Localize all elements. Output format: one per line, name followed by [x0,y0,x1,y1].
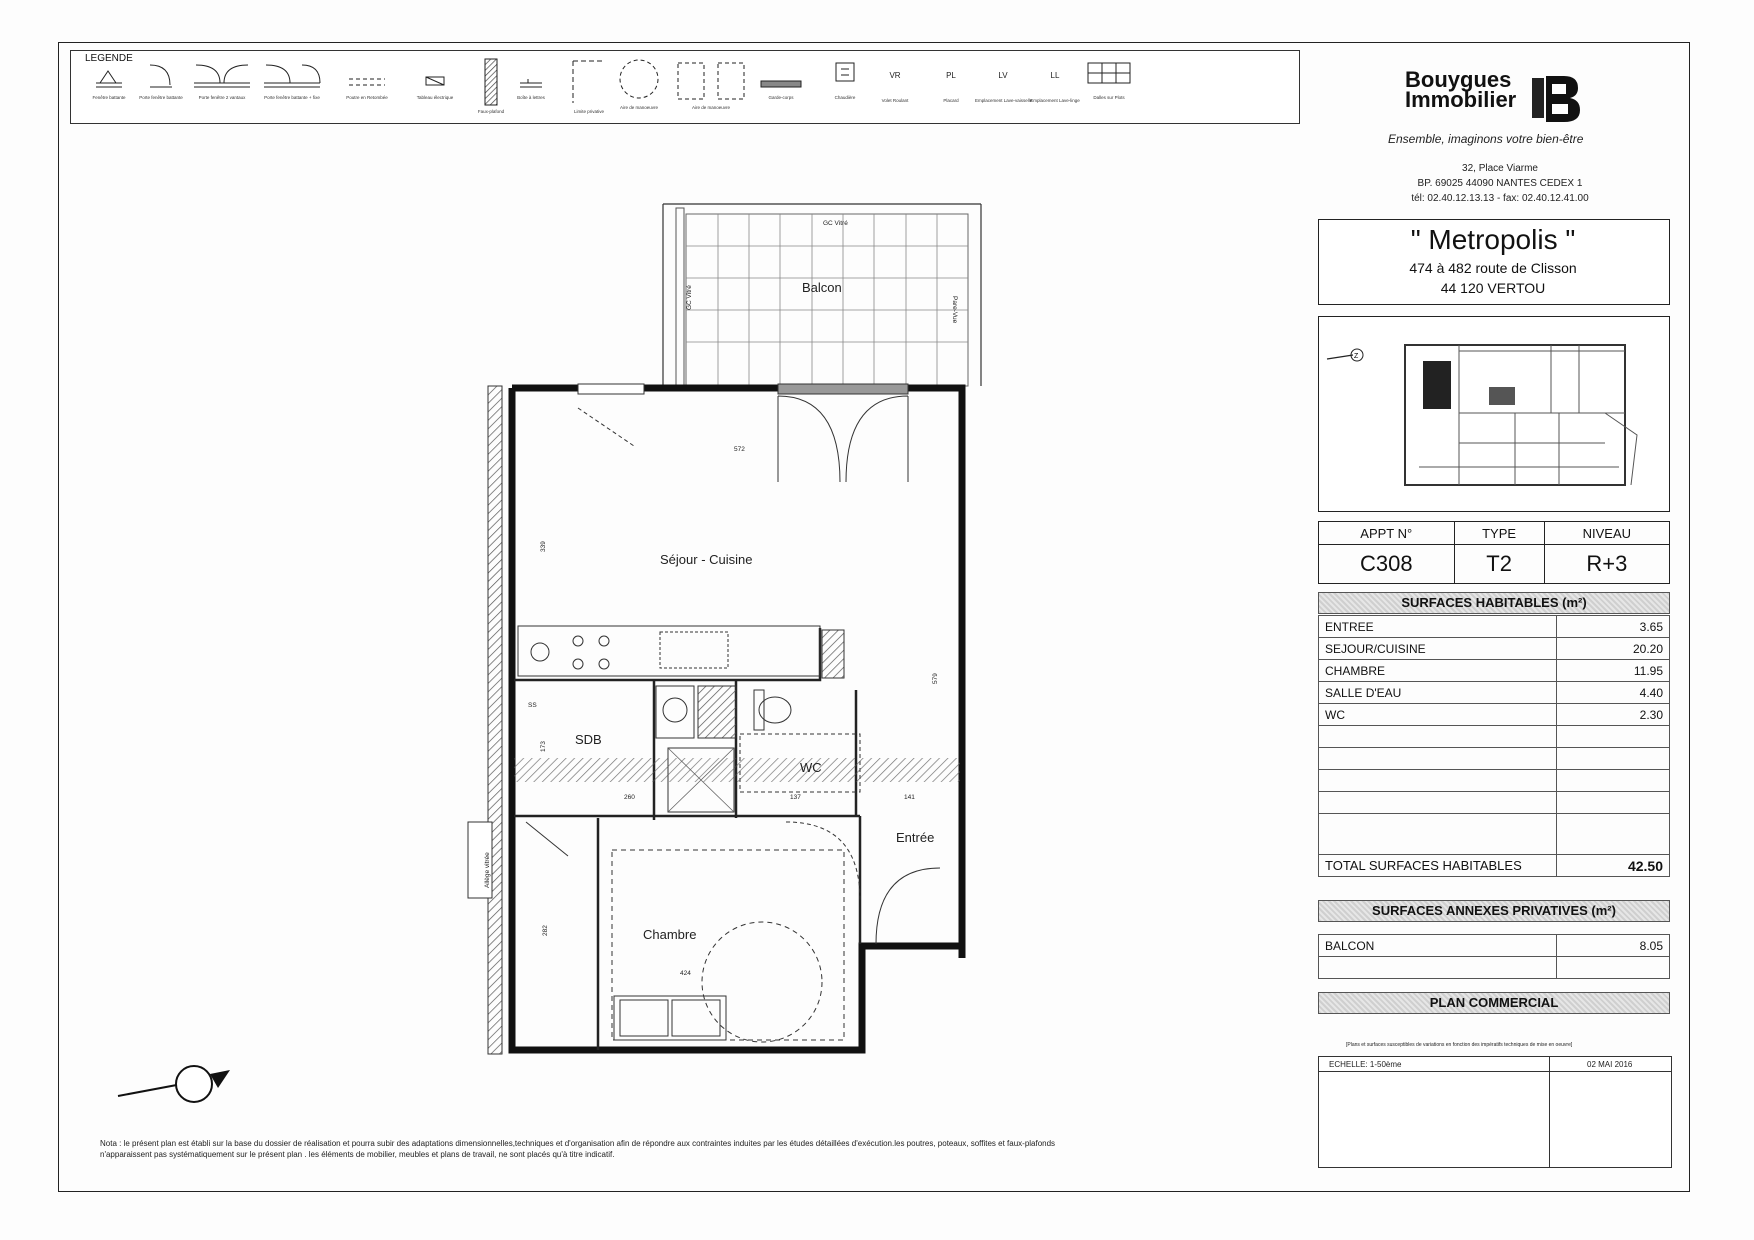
dim-141: 141 [904,794,915,801]
table-row: WC 2.30 [1319,704,1670,726]
north-mini-icon: Z [1354,353,1359,360]
plan-type-band: PLAN COMMERCIAL [1318,992,1670,1014]
legend-item-railing: Garde-corps [753,57,809,117]
apt-level-value: R+3 [1544,545,1669,584]
hob-burner-icon [573,659,583,669]
company-name: Bouygues Immobilier [1405,67,1517,112]
legend-item-letterbox: Boîte à lettres [503,57,559,117]
tag-gc-vitre-left: GC Vitré [686,285,693,310]
table-row: SEJOUR/CUISINE 20.20 [1319,638,1670,660]
apt-level-header: NIVEAU [1544,522,1669,545]
window-swing [578,408,634,446]
surfaces-annexes-header: SURFACES ANNEXES PRIVATIVES (m²) [1318,900,1670,922]
hob-burner-icon [599,659,609,669]
interior-partitions [514,628,860,1050]
project-name: " Metropolis " [1410,224,1576,255]
dim-260: 260 [624,794,635,801]
dim-137: 137 [790,794,801,801]
kitchen-counter [518,626,844,678]
project-address-line1: 474 à 482 route de Clisson [1409,260,1577,276]
room-label-wc: WC [800,760,822,775]
dim-339: 339 [540,541,547,552]
table-row: CHAMBRE 11.95 [1319,660,1670,682]
room-label-balcon: Balcon [802,280,842,295]
legend-item-electric-panel: Tableau électrique [407,57,463,117]
entrance-door-swing [786,822,860,900]
company-address-line1: 32, Place Viarme [1462,163,1538,174]
sink-icon [660,632,728,668]
surfaces-habitables-header: SURFACES HABITABLES (m²) [1318,592,1670,614]
legend-item-turning-circle: Aire de manoeuvre [611,57,667,117]
legend-item-casement-window: Fenêtre battante [81,57,137,117]
room-label-chambre: Chambre [643,927,697,942]
tag-ss: SS [528,702,537,709]
tag-gc-vitre-top: GC Vitré [823,220,848,227]
footnote: Nota : le présent plan est établi sur la base du dossier de réalisation et pourra subir des adaptations dimensionnelles,techniques et d'organisation afin de répondre aux contraintes induites par les études détaillées d'exécution.les poutres, poteaux, soffites et faux-plafonds n'apparaissent pas systématiquement sur le présent plan . les éléments de mobilier, meubles et plans de travail, ne sont placés qu'à titre indicatif. [100,1139,1056,1159]
legend-item-beam: Poutre en Retombée [339,57,395,117]
legend-abbr-lv: LV Emplacement Lave-vaisselle [975,71,1033,103]
table-row: SALLE D'EAU 4.40 [1319,682,1670,704]
legend-item-private-limit: Limite privative [561,57,617,117]
dim-579: 579 [932,673,939,684]
table-row: ENTREE 3.65 [1319,616,1670,638]
north-arrow-icon [118,1066,230,1102]
balcony [663,204,981,386]
total-value: 42.50 [1557,855,1670,877]
french-door [778,396,908,482]
hob-burner-icon [573,636,583,646]
pillow [620,1000,668,1036]
scale-label: ECHELLE: 1-50ème [1329,1060,1402,1069]
disclaimer-note: [Plans et surfaces susceptibles de variations en fonction des impératifs techniques de mise en oeuvre] [1346,1042,1573,1048]
apt-number-value: C308 [1319,545,1455,584]
apt-type-header: TYPE [1454,522,1544,545]
legend-item-french-door-fixed: Porte fenêtre battante + fixe [257,57,327,117]
legend-abbr-ll: LL Emplacement Lave-linge [1030,71,1080,103]
legend-item-turning-area: Aire de manoeuvre [673,57,749,117]
legend-item-double-french-door: Porte fenêtre 2 vantaux [187,57,257,117]
railing-window [778,384,908,394]
total-label: TOTAL SURFACES HABITABLES [1319,855,1557,877]
hob-burner-icon [599,636,609,646]
company-phone-fax: tél: 02.40.12.13.13 - fax: 02.40.12.41.00 [1411,193,1589,204]
table-row: BALCON 8.05 [1319,935,1670,957]
company-tagline: Ensemble, imaginons votre bien-être [1388,132,1584,146]
legend-abbr-pl: PL Placard [943,71,959,103]
room-label-entree: Entrée [896,830,935,845]
tag-allege-vitree: Allège vitrée [484,852,491,888]
legend-abbr-vr: VR Volet Roulant [881,71,909,103]
bed-headboard [614,996,726,1040]
false-ceiling-strip [514,758,960,782]
legend-title: LEGENDE [85,53,133,64]
room-label-sdb: SDB [575,732,602,747]
company-address-line2: BP. 69025 44090 NANTES CEDEX 1 [1417,178,1583,189]
legend-item-boiler: Chaudière [817,57,873,117]
dim-282: 282 [542,925,549,936]
room-label-sejour: Séjour - Cuisine [660,552,753,567]
dim-424: 424 [680,970,691,977]
project-address-line2: 44 120 VERTOU [1440,280,1546,296]
front-door-swing [876,868,940,944]
apt-type-value: T2 [1454,545,1544,584]
legend-item-french-door: Porte fenêtre battante [133,57,189,117]
legend-item-false-ceiling: Faux-plafond [463,57,519,117]
fan-icon [531,643,549,661]
shower-corner-icon [698,686,736,738]
pillow [672,1000,720,1036]
legend-item-grid-tile: Dalles sur Plots [1081,57,1137,117]
washbasin-icon [656,686,694,738]
dim-173: 173 [540,741,547,752]
date-label: 02 MAI 2016 [1587,1060,1633,1069]
tag-pare-vue: Pare-Vue [951,296,958,324]
apt-number-header: APPT N° [1319,522,1455,545]
window-sejour [578,384,644,394]
bedroom-door-swing [526,822,568,856]
dim-572: 572 [734,446,745,453]
